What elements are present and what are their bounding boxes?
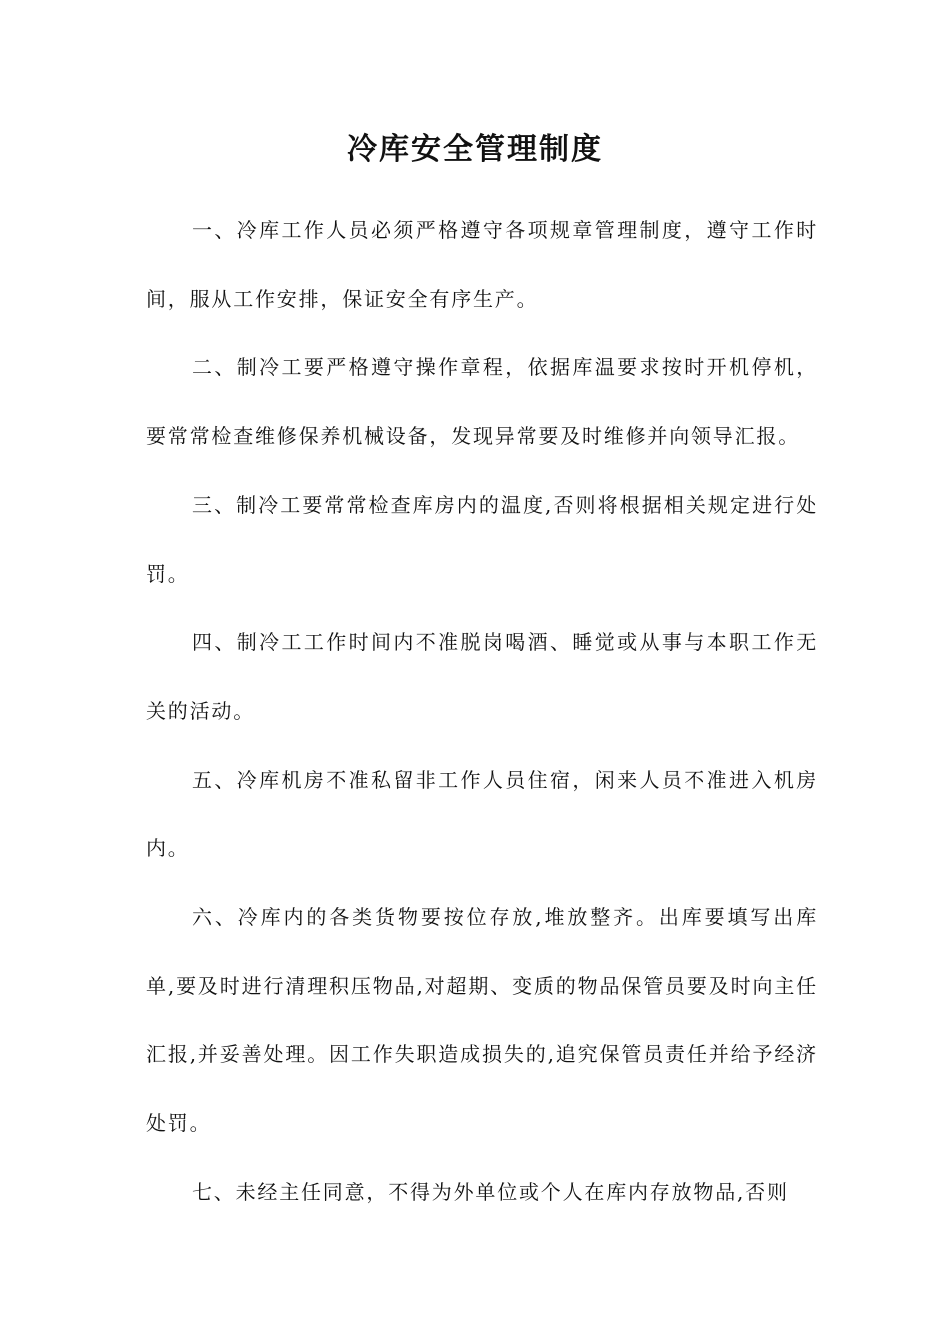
paragraph-6: 六、冷库内的各类货物要按位存放,堆放整齐。出库要填写出库单,要及时进行清理积压物品,对超期、变质的物品保管员要及时向主任汇报,并妥善处理。因工作失职造成损失的,追究保管员责任并给予经济处罚。 [146, 905, 818, 1136]
paragraph-2: 二、制冷工要严格遵守操作章程，依据库温要求按时开机停机，要常常检查维修保养机械设备，发现异常要及时维修并向领导汇报。 [146, 355, 818, 449]
paragraph-3: 三、制冷工要常常检查库房内的温度,否则将根据相关规定进行处罚。 [146, 492, 818, 586]
document-body [146, 196, 818, 1227]
document-title: 冷库安全管理制度 [347, 132, 603, 167]
paragraph-7: 七、未经主任同意，不得为外单位或个人在库内存放物品,否则 [192, 1179, 789, 1204]
paragraph-5: 五、冷库机房不准私留非工作人员住宿，闲来人员不准进入机房内。 [146, 767, 818, 861]
paragraph-1: 一、冷库工作人员必须严格遵守各项规章管理制度，遵守工作时间，服从工作安排，保证安全有序生产。 [146, 218, 818, 311]
paragraph-4: 四、制冷工工作时间内不准脱岗喝酒、睡觉或从事与本职工作无关的活动。 [146, 630, 818, 723]
